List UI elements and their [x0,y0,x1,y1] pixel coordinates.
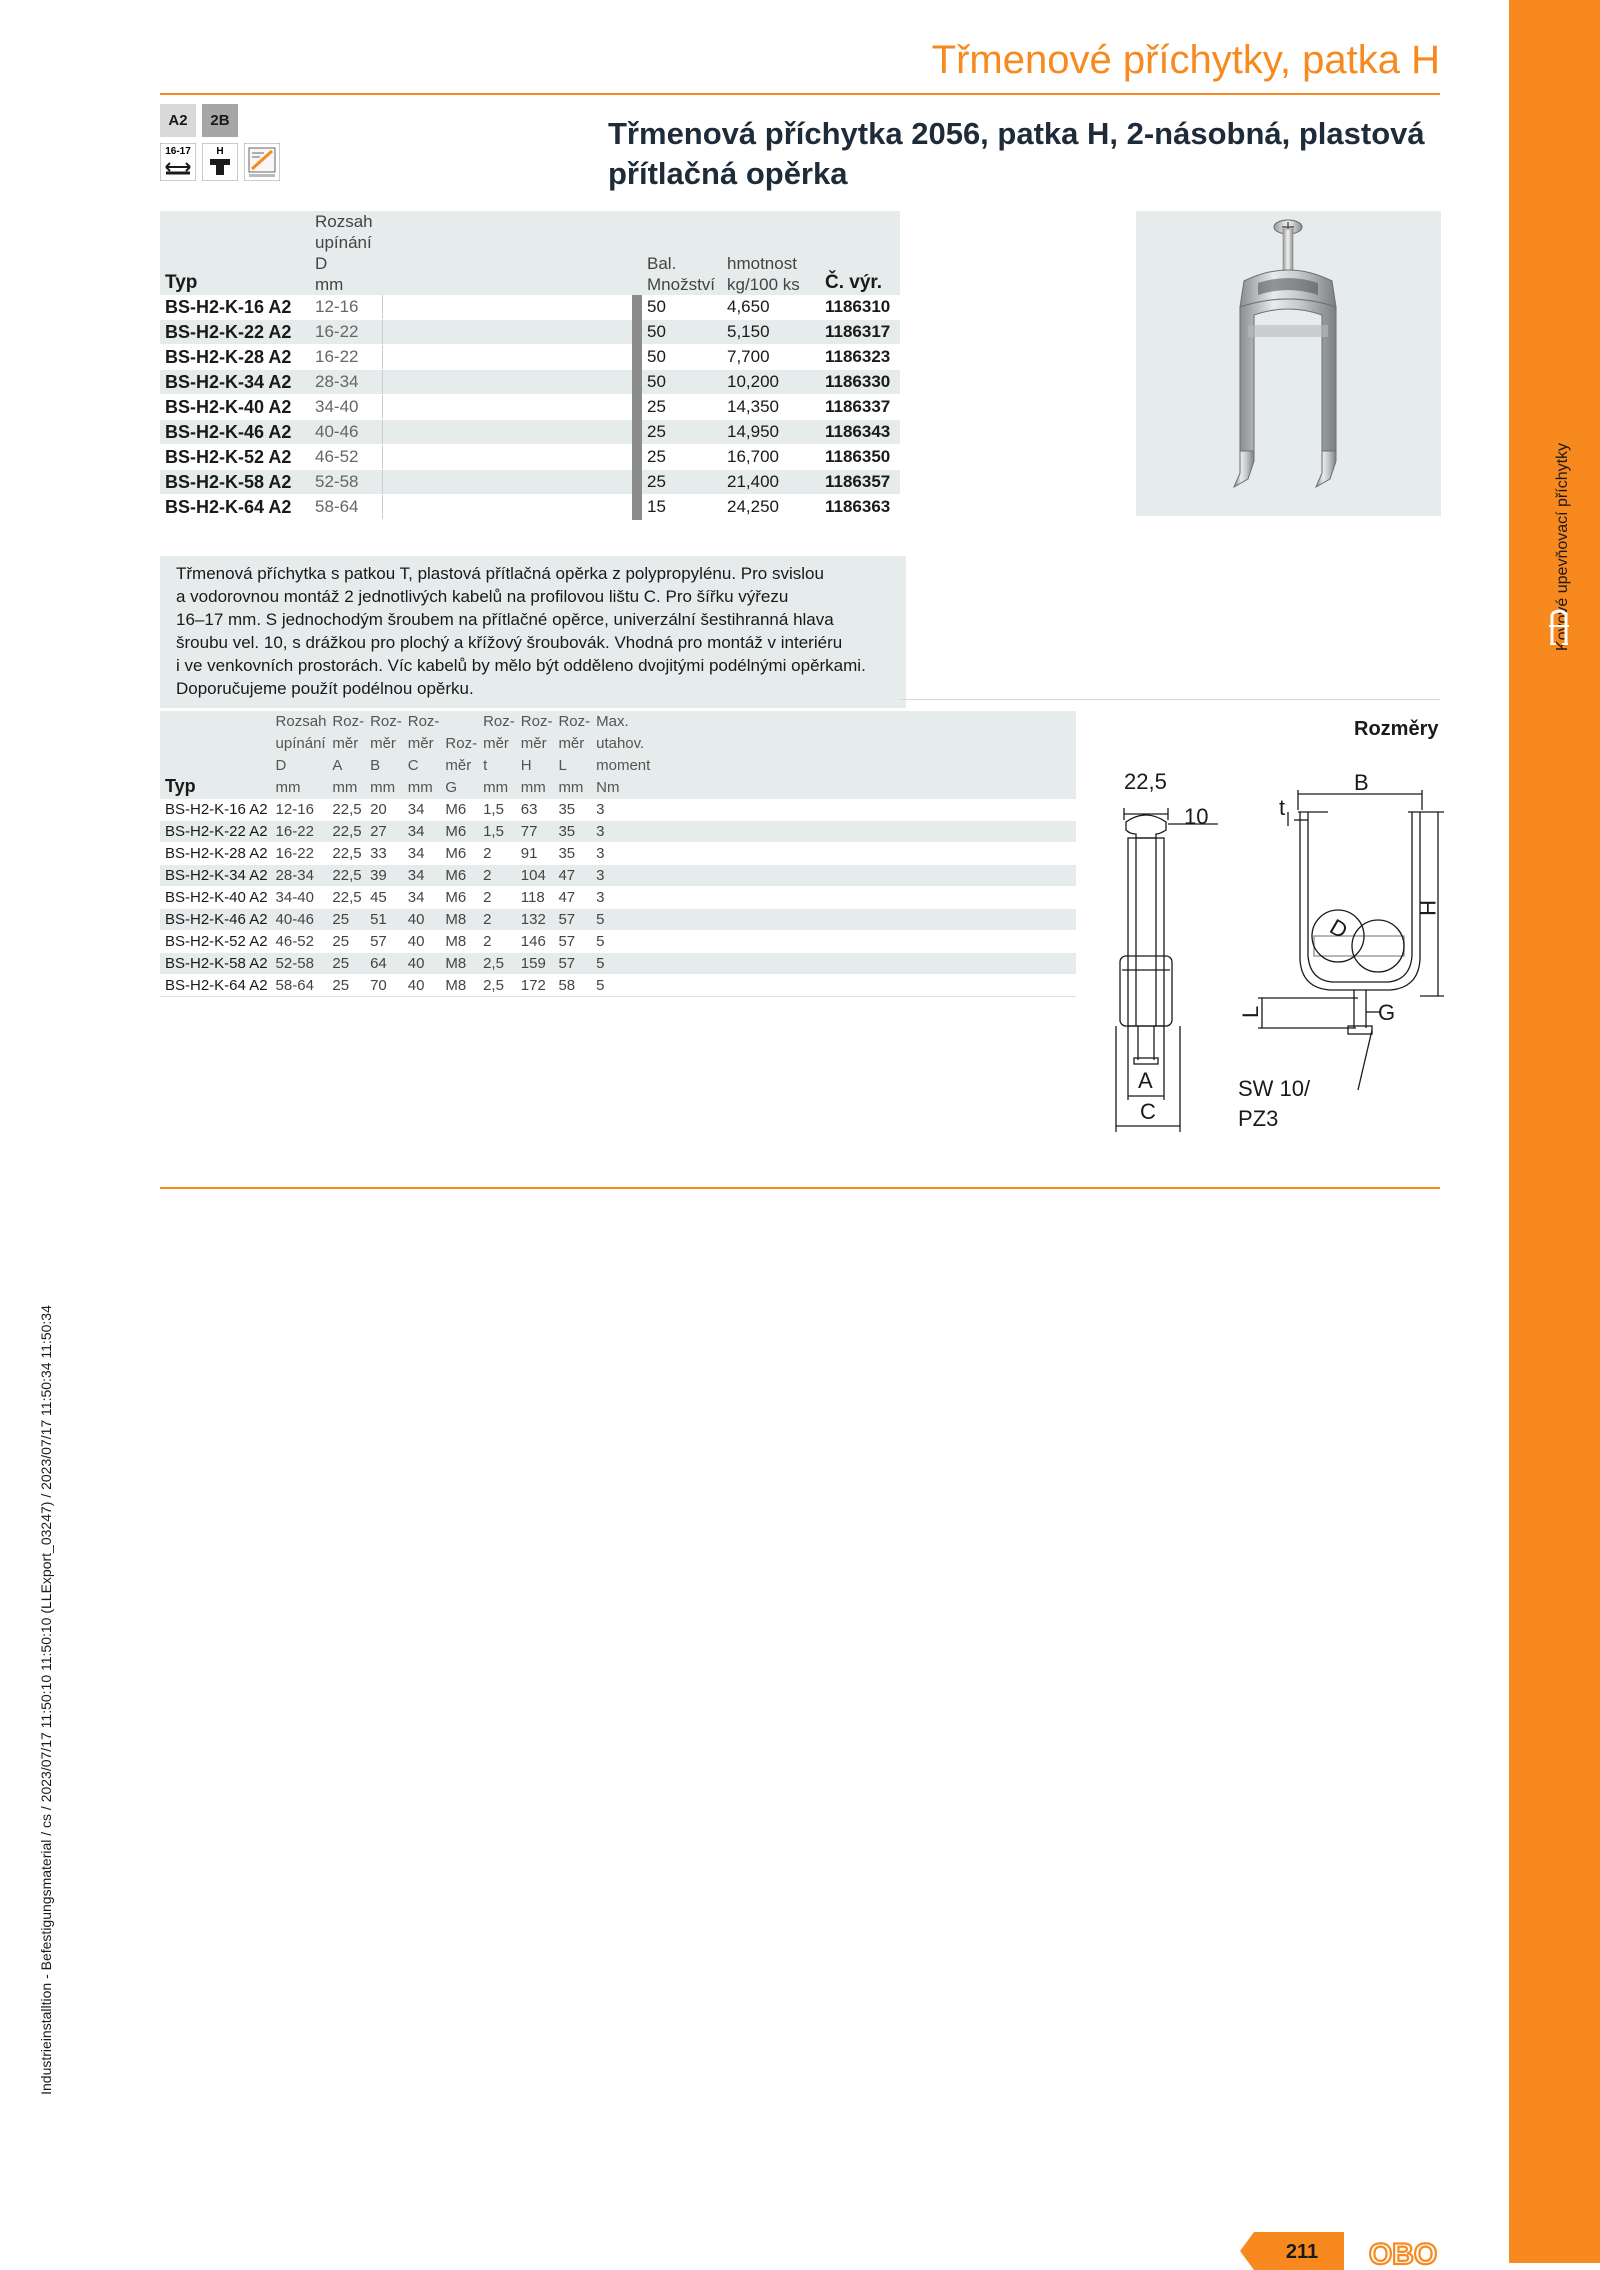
dim-col-header-line: mm [520,779,546,796]
dim-col-header-line: měr [370,735,396,752]
dim-cell-value: 5 [593,931,653,953]
dim-cell-filler [653,865,1076,887]
dim-cell-typ: BS-H2-K-46 A2 [160,909,273,931]
dim-col-header-line: Roz- [483,713,515,730]
dim-col-header-line: Roz- [407,713,440,730]
cell-art-number: 1186343 [820,420,900,445]
col-range-header [310,211,382,295]
dim-cell-typ: BS-H2-K-52 A2 [160,931,273,953]
svg-text:OBO: OBO [1368,2238,1438,2270]
dim-cell-value: 57 [367,931,405,953]
dim-col-header-line: C [407,757,419,774]
dim-cell-typ: BS-H2-K-16 A2 [160,799,273,821]
dim-c-label: C [1140,1099,1156,1124]
dim-cell-value: 57 [555,953,593,975]
cell-art-number: 1186350 [820,445,900,470]
col-range-header-l3: D [315,254,328,273]
dim-col-header [273,711,330,799]
dim-b-label: B [1354,770,1369,795]
cell-qty: 50 [642,345,722,370]
cell-qty: 50 [642,370,722,395]
cell-gap [382,395,632,420]
dim-cell-filler [653,799,1076,821]
fire-safety-icon [244,143,280,181]
dim-10-label: 10 [1184,804,1209,829]
cell-bar [632,495,642,520]
dim-g-label: G [1378,1000,1396,1025]
dim-a-label: A [1138,1068,1153,1093]
dim-cell-value: 63 [518,799,556,821]
ordering-table-row [160,345,900,370]
dim-cell-value: 35 [555,799,593,821]
page-number-tab [1240,2232,1344,2270]
dim-cell-value: 25 [329,953,367,975]
cell-typ: BS-H2-K-64 A2 [160,495,310,520]
dim-cell-value: 34 [405,799,443,821]
cell-range: 46-52 [310,445,382,470]
dim-cell-value: 58-64 [273,975,330,997]
cell-gap [382,295,632,320]
cell-range: 16-22 [310,345,382,370]
product-description [160,556,906,708]
dim-cell-filler [653,821,1076,843]
cell-range: 40-46 [310,420,382,445]
header-rule [160,93,1440,95]
cell-range: 28-34 [310,370,382,395]
cell-art-number: 1186330 [820,370,900,395]
cell-bar [632,370,642,395]
cell-gap [382,420,632,445]
dim-col-header-line: Roz- [370,713,402,730]
cell-weight: 4,650 [722,295,820,320]
dim-cell-value: 40-46 [273,909,330,931]
dim-col-header-line: B [370,757,381,774]
ordering-table-row [160,495,900,520]
dim-cell-filler [653,887,1076,909]
col-qty-header [642,211,722,295]
cell-qty: 25 [642,445,722,470]
dim-cell-typ: BS-H2-K-28 A2 [160,843,273,865]
cell-qty: 25 [642,420,722,445]
ordering-table-row [160,295,900,320]
dim-cell-value: 22,5 [329,843,367,865]
dim-col-header [480,711,518,799]
cell-typ: BS-H2-K-52 A2 [160,445,310,470]
dim-cell-value: 2 [480,865,518,887]
description-line: Třmenová příchytka s patkou T, plastová přítlačná opěrka z polypropylénu. Pro svislou [176,564,824,583]
dim-cell-value: 20 [367,799,405,821]
slot-width-icon [160,143,196,181]
dim-cell-value: 2 [480,909,518,931]
dimension-drawing [1108,760,1448,1140]
material-badge-a2: A2 [160,104,196,137]
cell-range: 52-58 [310,470,382,495]
dim-cell-value: 22,5 [329,887,367,909]
dim-pz-label: PZ3 [1238,1106,1279,1131]
cell-weight: 16,700 [722,445,820,470]
cell-typ: BS-H2-K-16 A2 [160,295,310,320]
dim-cell-value: 22,5 [329,821,367,843]
cell-range: 16-22 [310,320,382,345]
dim-col-header [442,711,480,799]
cell-art-number: 1186337 [820,395,900,420]
dim-cell-value: 1,5 [480,799,518,821]
dim-cell-value: 2,5 [480,953,518,975]
dim-cell-filler [653,931,1076,953]
dim-cell-value: 25 [329,931,367,953]
dim-cell-value: 2 [480,931,518,953]
dim-h-label: H [1415,900,1440,916]
dim-cell-value: 35 [555,821,593,843]
dimensions-table-row [160,843,1076,865]
cell-bar [632,320,642,345]
dim-col-header-line: H [520,757,532,774]
dim-col-header-line: L [558,757,567,774]
dim-cell-value: M6 [442,887,480,909]
dimensions-table-row [160,865,1076,887]
cell-weight: 10,200 [722,370,820,395]
dim-col-typ-header: Typ [160,711,273,799]
dim-col-header [593,711,653,799]
description-line: 16–17 mm. S jednochodým šroubem na přítlačné opěrce, univerzální šestihranná hlava [176,610,834,629]
dim-cell-typ: BS-H2-K-64 A2 [160,975,273,997]
cell-typ: BS-H2-K-22 A2 [160,320,310,345]
dim-col-filler [653,711,1076,799]
dim-cell-value: 159 [518,953,556,975]
ordering-table-header [160,211,900,295]
dim-cell-value: 16-22 [273,843,330,865]
dim-col-header-line: G [445,779,458,796]
ordering-table-row [160,370,900,395]
dimensions-table-header [160,711,1076,799]
clip-thumbnail-icon [1546,606,1572,650]
cell-qty: 50 [642,295,722,320]
cell-typ: BS-H2-K-34 A2 [160,370,310,395]
cell-qty: 50 [642,320,722,345]
dim-col-header [555,711,593,799]
dim-cell-typ: BS-H2-K-34 A2 [160,865,273,887]
dimensions-table-row [160,821,1076,843]
dim-d-label: D [1325,913,1352,944]
dim-cell-value: 12-16 [273,799,330,821]
dim-cell-value: 35 [555,843,593,865]
cell-art-number: 1186357 [820,470,900,495]
dim-cell-value: M6 [442,799,480,821]
dim-cell-typ: BS-H2-K-58 A2 [160,953,273,975]
dim-col-header-line: měr [483,735,509,752]
dim-cell-value: 5 [593,909,653,931]
dim-cell-value: 47 [555,887,593,909]
dim-col-header [405,711,443,799]
dim-cell-value: M6 [442,843,480,865]
cell-gap [382,370,632,395]
ordering-table-row [160,395,900,420]
side-band [1509,0,1600,2263]
col-weight-header [722,211,820,295]
dim-cell-value: 51 [367,909,405,931]
cell-weight: 24,250 [722,495,820,520]
dim-col-header [329,711,367,799]
dim-col-header-line: měr [558,735,585,752]
dim-cell-value: 34-40 [273,887,330,909]
dim-cell-value: 16-22 [273,821,330,843]
cell-art-number: 1186323 [820,345,900,370]
dim-col-header-line: mm [407,779,433,796]
dim-cell-value: 40 [405,909,443,931]
col-qty-header-l2: Množství [647,275,716,294]
col-range-header-l4: mm [315,275,344,294]
dim-col-header-line: mm [370,779,396,796]
cell-weight: 21,400 [722,470,820,495]
cell-art-number: 1186310 [820,295,900,320]
dim-l-label: L [1238,1005,1263,1018]
dim-cell-filler [653,953,1076,975]
dim-cell-value: 47 [555,865,593,887]
dim-cell-value: 5 [593,975,653,997]
dim-cell-value: 45 [367,887,405,909]
cell-qty: 25 [642,470,722,495]
dim-cell-value: 132 [518,909,556,931]
cell-gap [382,445,632,470]
col-range-header-l2: upínání [315,233,372,252]
dim-cell-filler [653,909,1076,931]
cell-gap [382,320,632,345]
dim-cell-value: M6 [442,865,480,887]
dim-t-label: t [1279,795,1286,820]
dim-cell-value: 77 [518,821,556,843]
dim-cell-value: 118 [518,887,556,909]
cell-range: 12-16 [310,295,382,320]
cell-bar [632,345,642,370]
cell-gap [382,495,632,520]
dim-cell-typ: BS-H2-K-22 A2 [160,821,273,843]
dim-cell-value: 52-58 [273,953,330,975]
dim-cell-value: 34 [405,821,443,843]
dim-cell-value: 3 [593,843,653,865]
h-foot-icon [202,143,238,181]
ordering-table-row [160,470,900,495]
dim-cell-value: 104 [518,865,556,887]
dim-col-header-line: utahov. [596,735,645,752]
dim-cell-value: 34 [405,843,443,865]
cell-gap [382,470,632,495]
dim-cell-value: 58 [555,975,593,997]
dim-cell-value: 3 [593,821,653,843]
dim-cell-value: 40 [405,931,443,953]
cell-range: 58-64 [310,495,382,520]
dim-col-header-line: Roz- [332,713,365,730]
dimensions-table-row [160,909,1076,931]
cell-weight: 14,950 [722,420,820,445]
dim-cell-value: 40 [405,953,443,975]
cell-typ: BS-H2-K-40 A2 [160,395,310,420]
document-export-code: Industrieinstalltion - Befestigungsmaterial / cs / 2023/07/17 11:50:10 11:50:10 (LLExport_03247) / 2023/07/17 11:50:34 11:50:34 [38,1305,54,2095]
product-title: Třmenová příchytka 2056, patka H, 2-násobná, plastová přítlačná opěrka [608,116,1425,191]
footer-rule [160,1187,1440,1189]
dim-cell-value: 57 [555,909,593,931]
dim-col-header-line: měr [520,735,547,752]
dim-cell-typ: BS-H2-K-40 A2 [160,887,273,909]
dim-cell-value: 70 [367,975,405,997]
dim-cell-value: 5 [593,953,653,975]
dimensions-table-row [160,931,1076,953]
dim-cell-value: 22,5 [329,865,367,887]
dim-cell-filler [653,975,1076,997]
description-line: a vodorovnou montáž 2 jednotlivých kabelů na profilovou lištu C. Pro šířku výřezu [176,587,789,606]
dim-col-header-line: D [275,757,287,774]
obo-logo [1363,2236,1443,2270]
dim-cell-value: 25 [329,975,367,997]
cell-gap [382,345,632,370]
cell-bar [632,470,642,495]
cell-range: 34-40 [310,395,382,420]
cell-bar [632,395,642,420]
dim-col-header [518,711,556,799]
ordering-table [160,211,900,520]
description-line: i ve venkovních prostorách. Víc kabelů by mělo být odděleno dvojitými podélnými opěrkami. [176,656,866,675]
dim-col-header-line: Nm [596,779,620,796]
cell-bar [632,420,642,445]
dim-cell-value: 3 [593,887,653,909]
dim-cell-value: M8 [442,975,480,997]
cell-weight: 14,350 [722,395,820,420]
dim-col-header-line: mm [558,779,584,796]
dim-cell-value: M8 [442,953,480,975]
dim-cell-value: 27 [367,821,405,843]
cell-qty: 15 [642,495,722,520]
cell-art-number: 1186317 [820,320,900,345]
cell-qty: 25 [642,395,722,420]
dim-cell-value: 146 [518,931,556,953]
section-divider [900,699,1440,700]
dim-cell-value: 1,5 [480,821,518,843]
cell-bar [632,445,642,470]
col-gap-header [382,211,632,295]
cell-weight: 5,150 [722,320,820,345]
col-bar-header [632,211,642,295]
dim-cell-value: 2,5 [480,975,518,997]
cell-typ: BS-H2-K-58 A2 [160,470,310,495]
dim-cell-value: 33 [367,843,405,865]
dim-col-header [367,711,405,799]
material-badge-2b: 2B [202,104,238,137]
side-category-label: Kovové upevňovací příchytky [1554,442,1571,652]
cell-weight: 7,700 [722,345,820,370]
dim-cell-value: 40 [405,975,443,997]
svg-text:16-17: 16-17 [165,146,191,157]
dimensions-heading: Rozměry [1354,718,1439,740]
dim-cell-value: 2 [480,843,518,865]
dim-cell-value: 57 [555,931,593,953]
dim-col-header-line: A [332,757,343,774]
product-photo [1136,211,1441,516]
ordering-table-row [160,320,900,345]
dim-cell-value: M6 [442,821,480,843]
dimensions-table-row [160,887,1076,909]
cell-bar [632,295,642,320]
description-line: Doporučujeme použít podélnou opěrku. [176,679,474,698]
ordering-table-row [160,420,900,445]
dim-cell-value: 22,5 [329,799,367,821]
dim-cell-value: 39 [367,865,405,887]
dim-cell-value: 46-52 [273,931,330,953]
dim-col-header-line: upínání [275,735,326,752]
dim-cell-value: 25 [329,909,367,931]
svg-text:H: H [216,146,224,157]
dim-cell-value: 64 [367,953,405,975]
dim-22-5-label: 22,5 [1124,769,1167,794]
dim-cell-value: 3 [593,865,653,887]
dim-col-header-line: Roz- [520,713,553,730]
description-line: šroubu vel. 10, s drážkou pro plochý a křížový šroubovák. Vhodná pro montáž v interiéru [176,633,843,652]
col-weight-header-l2: kg/100 ks [727,275,800,294]
dim-col-header-line: Max. [596,713,629,730]
dimensions-table-row [160,953,1076,975]
dim-col-header-line: mm [332,779,358,796]
dim-sw-label: SW 10/ [1238,1076,1311,1101]
dim-col-header-line: měr [445,757,472,774]
col-range-header-l1: Rozsah [315,212,373,231]
dim-col-header-line: t [483,757,488,774]
dim-col-header-line: mm [483,779,509,796]
col-weight-header-l1: hmotnost [727,254,797,273]
dim-cell-value: M8 [442,909,480,931]
dim-col-header-line: moment [596,757,651,774]
clip-photo-illustration [1136,211,1441,516]
dim-col-header-line: měr [407,735,434,752]
dim-cell-value: 3 [593,799,653,821]
dim-col-header-line: Roz- [558,713,591,730]
col-qty-header-l1: Bal. [647,254,677,273]
cell-typ: BS-H2-K-46 A2 [160,420,310,445]
dim-col-header-line [445,711,477,733]
dim-col-header-line: Rozsah [275,713,327,730]
dimensions-table-row [160,799,1076,821]
cell-art-number: 1186363 [820,495,900,520]
dim-cell-value: 28-34 [273,865,330,887]
dim-cell-value: 2 [480,887,518,909]
dim-cell-value: 34 [405,865,443,887]
dim-cell-value: M8 [442,931,480,953]
dim-cell-filler [653,843,1076,865]
dim-col-header-line: měr [332,735,359,752]
ordering-table-row [160,445,900,470]
dim-col-header-line: mm [275,779,301,796]
dimensions-table [160,711,1076,997]
dim-cell-value: 172 [518,975,556,997]
page-number: 211 [1285,2241,1319,2263]
dim-col-header-line: Roz- [445,735,478,752]
dim-cell-value: 91 [518,843,556,865]
dim-cell-value: 34 [405,887,443,909]
col-art-header: Č. výr. [820,211,900,295]
page-title: Třmenové příchytky, patka H [931,38,1440,82]
cell-typ: BS-H2-K-28 A2 [160,345,310,370]
col-typ-header: Typ [160,211,310,295]
dimensions-table-row [160,975,1076,997]
